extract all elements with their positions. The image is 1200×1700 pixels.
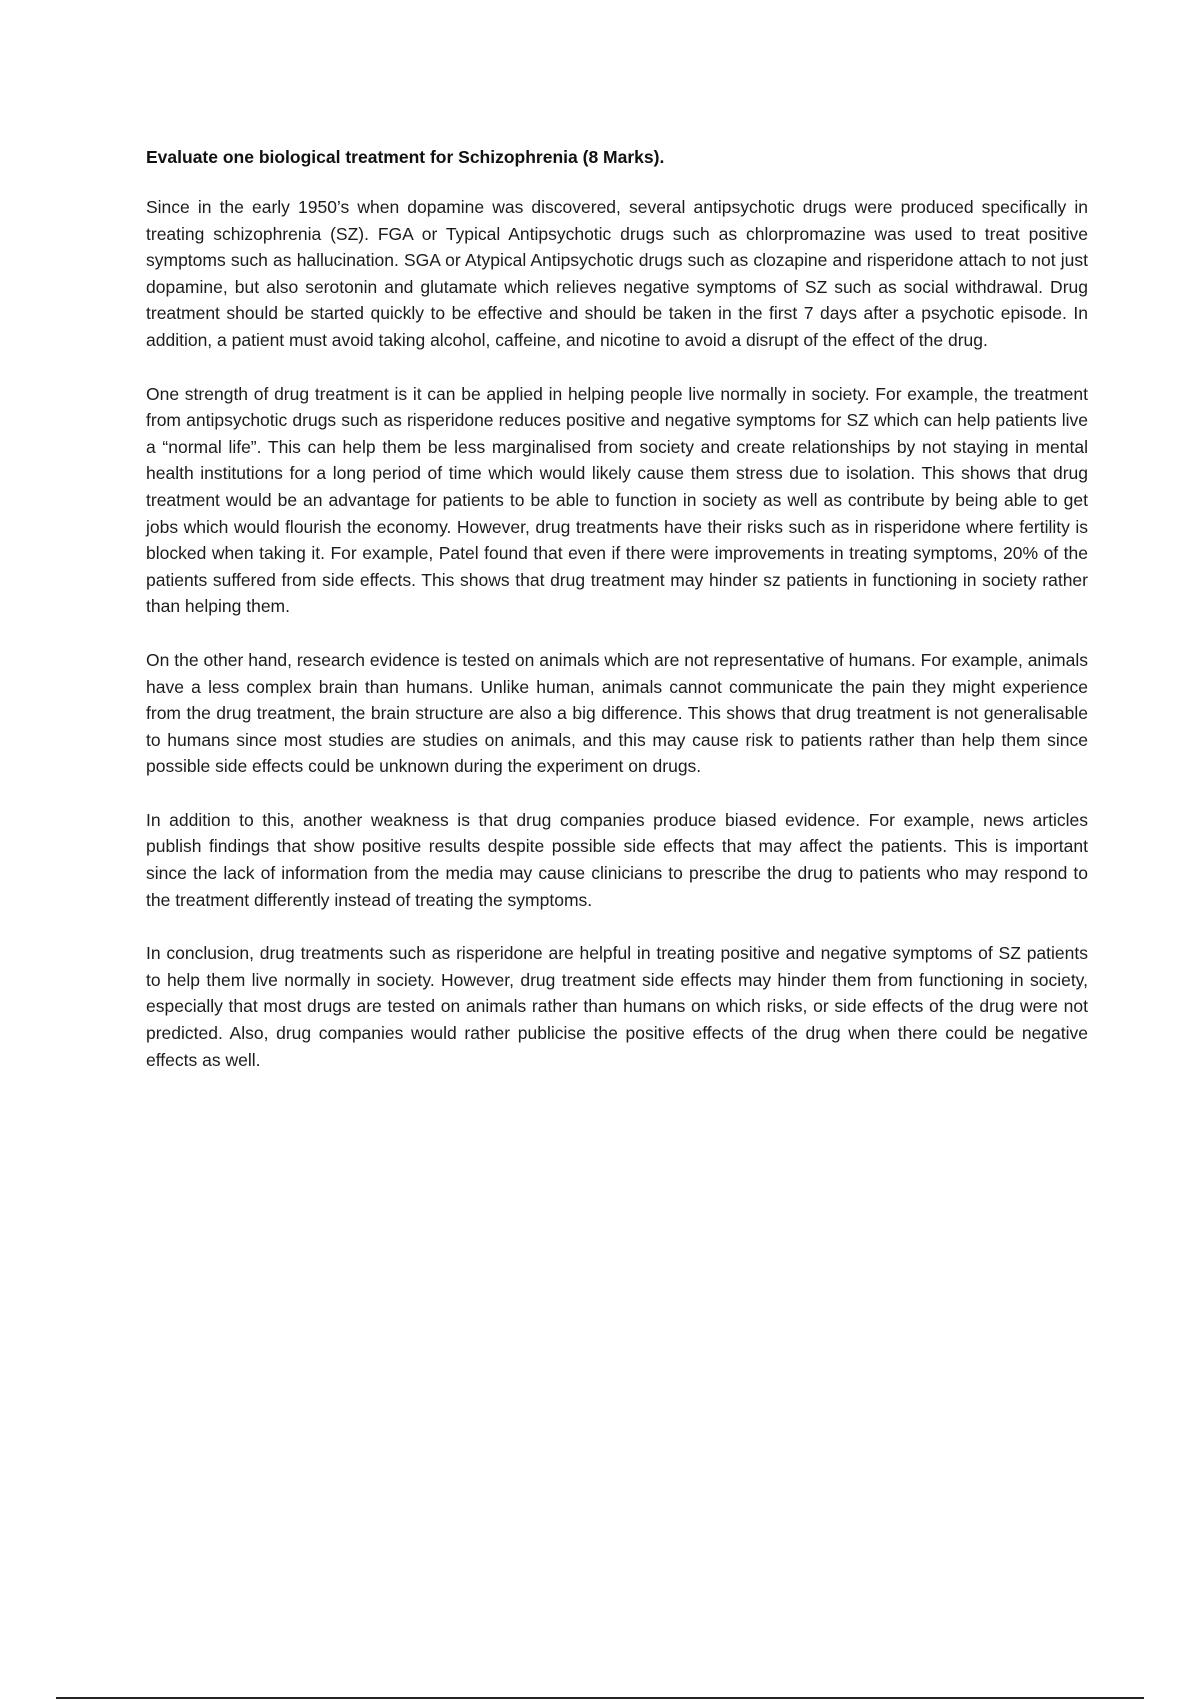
document-title: Evaluate one biological treatment for Schizophrenia (8 Marks). bbox=[146, 147, 665, 167]
paragraph-weakness-bias: In addition to this, another weakness is that drug companies produce biased evidence. For example, news articles publish findings that show positive results despite possible side effects that may affect the patients. This is important since the lack of information from the media may cause clinicians to prescribe the drug to patients who may respond to the treatment differently instead of treating the symptoms. bbox=[146, 809, 1088, 910]
paragraph-weakness-animals: On the other hand, research evidence is tested on animals which are not representative of humans. For example, animals have a less complex brain than humans. Unlike human, animals cannot communicate the pain they might experience from the drug treatment, the brain structure are also a big difference. This shows that drug treatment is not generalisable to humans since most studies are studies on animals, and this may cause risk to patients rather than help them since possible side effects could be unknown during the experiment on drugs. bbox=[146, 649, 1088, 777]
paragraph-introduction: Since in the early 1950’s when dopamine was discovered, several antipsychotic drugs were produced specifically in treating schizophrenia (SZ). FGA or Typical Antipsychotic drugs such as chlorpromazine was used to treat positive symptoms such as hallucination. SGA or Atypical Antipsychotic drugs such as clozapine and risperidone attach to not just dopamine, but also serotonin and glutamate which relieves negative symptoms of SZ such as social withdrawal. Drug treatment should be started quickly to be effective and should be taken in the first 7 days after a psychotic episode. In addition, a patient must avoid taking alcohol, caffeine, and nicotine to avoid a disrupt of the effect of the drug. bbox=[146, 197, 1088, 350]
paragraph-strength: One strength of drug treatment is it can be applied in helping people live normally in society. For example, the treatment from antipsychotic drugs such as risperidone reduces positive and negative symptoms for SZ which can help patients live a “normal life”. This can help them be less marginalised from society and create relationships by not staying in mental health institutions for a long period of time which would likely cause them stress due to isolation. This shows that drug treatment would be an advantage for patients to be able to function in society as well as contribute by being able to get jobs which would flourish the economy. However, drug treatments have their risks such as in risperidone where fertility is blocked when taking it. For example, Patel found that even if there were improvements in treating symptoms, 20% of the patients suffered from side effects. This shows that drug treatment may hinder sz patients in functioning in society rather than helping them. bbox=[146, 383, 1088, 617]
page-bottom-divider bbox=[56, 1697, 1144, 1699]
paragraph-conclusion: In conclusion, drug treatments such as risperidone are helpful in treating positive and negative symptoms of SZ patients to help them live normally in society. However, drug treatment side effects may hinder them from functioning in society, especially that most drugs are tested on animals rather than humans on which risks, or side effects of the drug were not predicted. Also, drug companies would rather publicise the positive effects of the drug when there could be negative effects as well. bbox=[146, 943, 1088, 1070]
document-body bbox=[146, 144, 1088, 1100]
